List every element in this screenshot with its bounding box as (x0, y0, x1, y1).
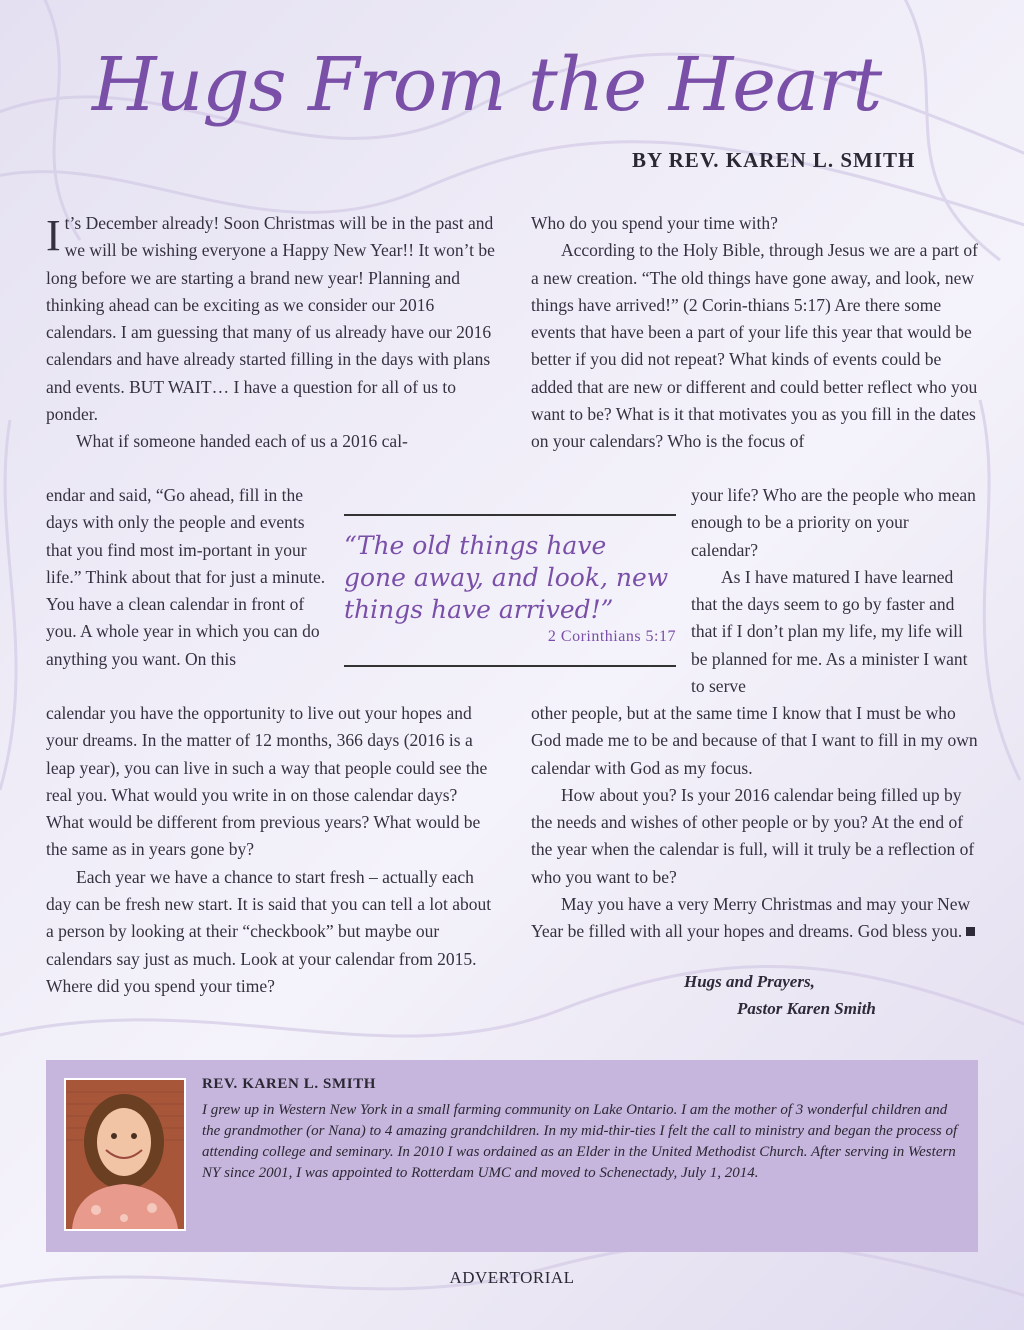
drop-cap: I (46, 211, 61, 260)
bio-name: REV. KAREN L. SMITH (202, 1076, 377, 1092)
author-bio-box (46, 1060, 978, 1252)
right-paragraph-1: Who do you spend your time with? (531, 213, 778, 233)
intro-paragraph (46, 210, 496, 428)
right-column-bottom (531, 700, 979, 946)
left-column-top (46, 210, 496, 456)
bio-text: I grew up in Western New York in a small farming community on Lake Ontario. I am the mother of 3 wonderful children and the grandmother (or Nana) to 4 amazing grandchildren. In my mid-thir-ties I felt the call to ministry and began the process of attending college and seminary. In 2010 I was ordained as an Elder in the United Methodist Church. After serving in Western NY since 2001, I was appointed to Rotterdam UMC and moved to Schenectady, July 1, 2014. (202, 1102, 958, 1181)
paragraph-2-start: What if someone handed each of us a 2016 cal- (76, 431, 408, 452)
right-paragraph-3-end: other people, but at the same time I know that I must be who God made me to be and because of that I want to fill in my own calendar with God as my focus. (531, 703, 978, 778)
right-paragraph-2-end: your life? Who are the people who mean enough to be a priority on your calendar? (691, 485, 976, 560)
advertorial-label: ADVERTORIAL (449, 1268, 575, 1287)
right-paragraph-3-start: As I have matured I have learned that the days seem to go by faster and that if I don’t plan my life, my life will be planned for me. As a minister I want to serve (691, 566, 968, 697)
signoff-line-1: Hugs and Prayers, (684, 972, 815, 991)
right-column-top (531, 210, 979, 456)
author-portrait-icon (66, 1080, 184, 1229)
byline: BY REV. KAREN L. SMITH (632, 148, 916, 172)
right-column-narrow (691, 482, 979, 700)
signoff-line-2: Pastor Karen Smith (737, 999, 876, 1018)
right-paragraph-2-start: According to the Holy Bible, through Jesus we are a part of a new creation. “The old things have gone away, and look, new things have arrived!” (2 Corin-thians 5:17) Are there some events that have been a part of your life this year that would be better if you did not repeat? What kinds of events could be added that are new or different and could better reflect who you want to be? What is it that motivates you as you fill in the dates on your calendars? Who is the focus of (531, 240, 978, 452)
right-paragraph-5 (531, 891, 979, 946)
intro-text: t’s December already! Soon Christmas will be in the past and we will be wishing everyone a Happy New Year!! It won’t be long before we are starting a brand new year! Planning and thinking ahead can be exciting as we consider our 2016 calendars. I am guessing that many of us already have our 2016 calendars and have already started filling in the days with plans and events. BUT WAIT… I have a question for all of us to ponder. (46, 213, 495, 425)
pull-quote-citation: 2 Corinthians 5:17 (547, 628, 676, 645)
pull-quote (344, 514, 676, 667)
author-photo (64, 1078, 186, 1231)
paragraph-2-middle: endar and said, “Go ahead, fill in the days with only the people and events that you find most im-portant in your life.” Think about that for just a minute. You have a clean calendar in front of you. A whole year in which you can do anything you want. On this (46, 485, 326, 669)
pull-quote-text: “The old things have gone away, and look, new things have arrived!” (344, 531, 669, 624)
article-title: Hugs From the Heart (92, 42, 882, 128)
left-column-narrow (46, 482, 330, 673)
right-paragraph-4: How about you? Is your 2016 calendar being filled up by the needs and wishes of other people or by you? At the end of the year when the calendar is full, will it truly be a reflection of who you want to be? (531, 784, 975, 887)
end-mark-icon (966, 927, 975, 936)
left-column-bottom (46, 700, 496, 1000)
closing-text: May you have a very Merry Christmas and may your New Year be filled with all your hopes and dreams. God bless you. (531, 894, 971, 942)
paragraph-3: Each year we have a chance to start fresh – actually each day can be fresh new start. It is said that you can tell a lot about a person by looking at their “checkbook” but maybe our calendars say just as much. Look at your calendar from 2015. Where did you spend your time? (46, 866, 492, 996)
paragraph-2-end: calendar you have the opportunity to live out your hopes and your dreams. In the matter of 12 months, 366 days (2016 is a leap year), you can live in such a way that people could see the real you. What would you write in on those calendar days? What would be different from previous years? What would be the same as in years gone by? (46, 703, 488, 860)
